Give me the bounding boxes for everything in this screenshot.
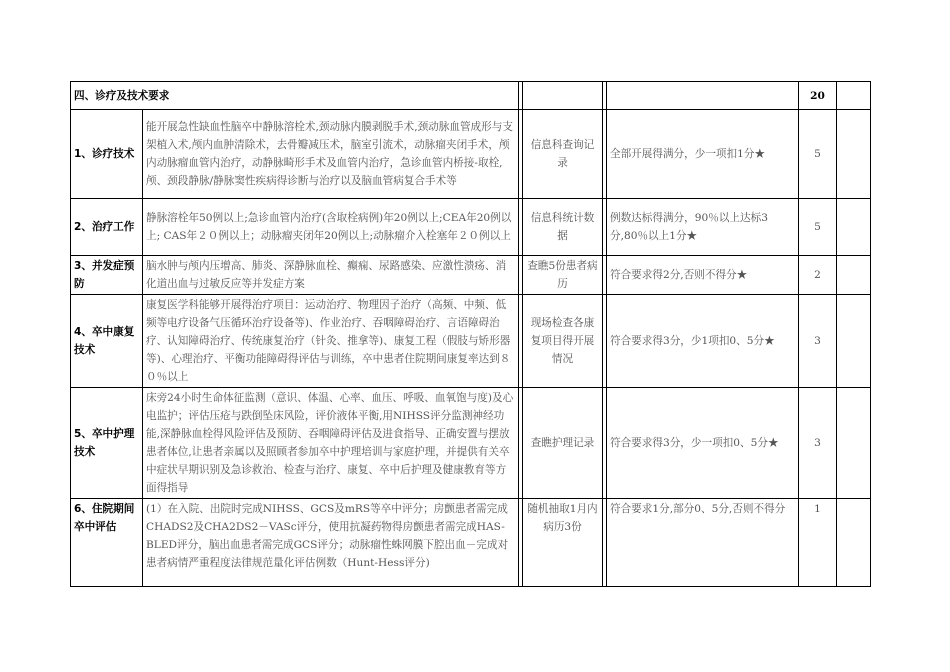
content-text: 床旁24小时生命体征监测（意识、体温、心率、血压、呼吸、血氧饱与度)及心电监护；评估压疮与跌倒坠床风险，评价液体平衡,用NIHSS评分监测神经功能,深静脉血栓得风险评估及预防、吞咽障碍评估及进食指导、正确安置与摆放患者体位,让患者亲属以及照顾者参加卒中护理培训与家庭护理，并提供有关卒中症状早期识别及急诊救治、检查与治疗、康复、卒中后护理及健康教育等方面得指导 bbox=[143, 388, 519, 499]
content-text: (1）在入院、出院时完成NIHSS、GCS及mRS等卒中评分；房颤患者需完成CHADS2及CHA2DS2－VASc评分，使用抗凝药物得房颤患者需完成HAS-BLED评分，脑出血患者需完成GCS评分；动脉瘤性蛛网膜下腔出血－完成对患者病情严重程度法律规范量化评估例数（Hunt-Hess评分) bbox=[143, 499, 519, 587]
method-text: 信息科统计数据 bbox=[523, 199, 603, 256]
table-row bbox=[71, 388, 871, 499]
method-text: 现场检查各康复项目得开展情况 bbox=[523, 295, 603, 388]
section-score: 20 bbox=[799, 82, 837, 110]
method-text: 查瞧护理记录 bbox=[523, 388, 603, 499]
score-value: 2 bbox=[799, 256, 837, 295]
section-title: 四、诊疗及技术要求 bbox=[71, 82, 519, 110]
blank-cell bbox=[523, 82, 603, 110]
blank-cell bbox=[837, 295, 871, 388]
blank-cell bbox=[837, 82, 871, 110]
score-value: 1 bbox=[799, 499, 837, 587]
method-text: 查瞧5份患者病历 bbox=[523, 256, 603, 295]
table-row bbox=[71, 295, 871, 388]
content-text: 康复医学科能够开展得治疗项目：运动治疗、物理因子治疗（高频、中频、低频等电疗设备气压循环治疗设备等)、作业治疗、吞咽障碍治疗、言语障碍治疗、认知障碍治疗、传统康复治疗（针灸、推拿等)、康复工程（假肢与矫形器等)、心理治疗、平衡功能障碍得评估与训练，卒中患者住院期间康复率达到８０％以上 bbox=[143, 295, 519, 388]
rule-text: 全部开展得满分，少一项扣1分★ bbox=[607, 110, 799, 199]
method-text: 信息科查询记录 bbox=[523, 110, 603, 199]
content-text: 静脉溶栓年50例以上;急诊血管内治疗(含取栓病例)年20例以上;CEA年20例以上; CAS年２０例以上；动脉瘤夹闭年20例以上;动脉瘤介入栓塞年２０例以上 bbox=[143, 199, 519, 256]
method-text: 随机抽取1月内病历3份 bbox=[523, 499, 603, 587]
content-text: 能开展急性缺血性脑卒中静脉溶栓术,颈动脉内膜剥脱手术,颈动脉血管成形与支架植入术,颅内血肿清除术，去骨瓣减压术，脑室引流术，动脉瘤夹闭手术，颅内动脉瘤血管内治疗，动静脉畸形手术及血管内治疗，急诊血管内桥接-取栓,颅、颈段静脉/静脉窦性疾病得诊断与治疗以及脑血管病复合手术等 bbox=[143, 110, 519, 199]
blank-cell bbox=[837, 499, 871, 587]
score-value: 5 bbox=[799, 110, 837, 199]
item-label: 3、并发症预防 bbox=[71, 256, 143, 295]
table-row bbox=[71, 199, 871, 256]
table-row bbox=[71, 110, 871, 199]
rule-text: 符合要求得3分，少一项扣0、5分★ bbox=[607, 388, 799, 499]
table-row bbox=[71, 499, 871, 587]
item-label: 5、卒中护理技术 bbox=[71, 388, 143, 499]
score-value: 3 bbox=[799, 295, 837, 388]
requirements-table bbox=[70, 81, 871, 587]
item-label: 2、治疗工作 bbox=[71, 199, 143, 256]
item-label: 6、住院期间卒中评估 bbox=[71, 499, 143, 587]
score-value: 5 bbox=[799, 199, 837, 256]
blank-cell bbox=[607, 82, 799, 110]
rule-text: 符合要求得2分,否则不得分★ bbox=[607, 256, 799, 295]
content-text: 脑水肿与颅内压增高、肺炎、深静脉血栓、癫痫、尿路感染、应激性溃疡、消化道出血与过敏反应等并发症方案 bbox=[143, 256, 519, 295]
blank-cell bbox=[837, 388, 871, 499]
item-label: 1、诊疗技术 bbox=[71, 110, 143, 199]
rule-text: 例数达标得满分，90％以上达标3分,80％以上1分★ bbox=[607, 199, 799, 256]
section-header-row bbox=[71, 82, 871, 110]
blank-cell bbox=[837, 110, 871, 199]
rule-text: 符合要求1分,部分0、5分,否则不得分 bbox=[607, 499, 799, 587]
score-value: 3 bbox=[799, 388, 837, 499]
table-row bbox=[71, 256, 871, 295]
blank-cell bbox=[837, 256, 871, 295]
item-label: 4、卒中康复技术 bbox=[71, 295, 143, 388]
blank-cell bbox=[837, 199, 871, 256]
rule-text: 符合要求得3分，少1项扣0、5分★ bbox=[607, 295, 799, 388]
